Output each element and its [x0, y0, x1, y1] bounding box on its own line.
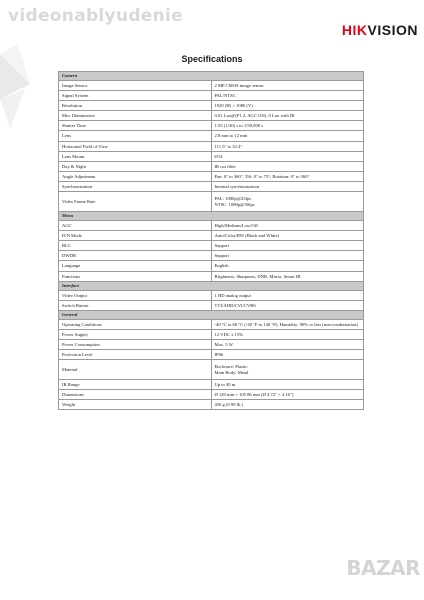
spec-value [211, 360, 364, 380]
spec-key: AGC [59, 221, 212, 231]
spec-value-line: Support [214, 253, 230, 259]
spec-value [211, 161, 364, 171]
spec-key: BLC [59, 241, 212, 251]
spec-value-line: 1/25 (1/30) s to 1/50,000 s [214, 123, 263, 129]
spec-value-line: Main Body: Metal [214, 369, 249, 375]
spec-key: Dimensions [59, 390, 212, 400]
spec-value-line: Max. 5 W [214, 341, 233, 347]
spec-value [211, 111, 364, 121]
spec-value [211, 300, 364, 310]
spec-row [59, 101, 364, 111]
brand-part1: HIK [341, 22, 368, 38]
spec-value [211, 329, 364, 339]
spec-row [59, 221, 364, 231]
spec-value-line: Brightness, Sharpness, DNR, Mirror, Smart IR [214, 273, 301, 279]
section-title: Menu [59, 212, 364, 221]
spec-key: Functions [59, 271, 212, 281]
spec-row [59, 131, 364, 141]
spec-row [59, 181, 364, 191]
spec-row [59, 329, 364, 339]
spec-row [59, 261, 364, 271]
spec-row [59, 91, 364, 101]
spec-value-line: 1920 (H) × 1080 (V) [214, 103, 253, 109]
spec-row [59, 380, 364, 390]
spec-value-line: 0.01 Lux@(F1.2, AGC ON), 0 Lux with IR [214, 113, 295, 119]
spec-value-line: 12 VDC ± 15% [214, 331, 244, 337]
spec-row [59, 300, 364, 310]
spec-key: Image Sensor [59, 81, 212, 91]
section-header [59, 310, 364, 319]
spec-row [59, 350, 364, 360]
spec-value [211, 319, 364, 329]
spec-value [211, 171, 364, 181]
spec-row [59, 192, 364, 212]
spec-key: Language [59, 261, 212, 271]
spec-key: Power Supply [59, 329, 212, 339]
spec-value-line: Ø14 [214, 153, 223, 159]
spec-value-line: Pan: 0° to 360°, Tilt: 0° to 75°, Rotation: 0° to 360° [214, 173, 310, 179]
spec-row [59, 290, 364, 300]
spec-value [211, 380, 364, 390]
spec-row [59, 251, 364, 261]
spec-value-line: 450 g (0.99 lb.) [214, 402, 243, 408]
spec-value [211, 400, 364, 410]
spec-value-line: 1 HD analog output [214, 292, 251, 298]
spec-value-line: Internal synchronization [214, 183, 260, 189]
spec-value [211, 141, 364, 151]
spec-value [211, 181, 364, 191]
spec-key: Horizontal Field of View [59, 141, 212, 151]
spec-row [59, 231, 364, 241]
spec-value [211, 81, 364, 91]
spec-value-line: IP66 [214, 352, 224, 358]
watermark-bazar: BAZAR [346, 556, 420, 580]
spec-row [59, 81, 364, 91]
section-title: Camera [59, 72, 364, 81]
spec-value-line: Up to 40 m [214, 382, 236, 388]
spec-key: Min. Illumination [59, 111, 212, 121]
spec-value [211, 221, 364, 231]
spec-row [59, 400, 364, 410]
spec-value [211, 231, 364, 241]
spec-key: Weight [59, 400, 212, 410]
spec-value-line: 2.8 mm to 12 mm [214, 133, 248, 139]
spec-value [211, 131, 364, 141]
spec-value-line: Enclosure: Plastic [214, 363, 248, 369]
spec-key: Synchronization [59, 181, 212, 191]
spec-value-line: PAL: 1080p@25fps [214, 195, 252, 201]
hikvision-logo [342, 22, 418, 38]
spec-value [211, 241, 364, 251]
spec-row [59, 241, 364, 251]
spec-row [59, 161, 364, 171]
spec-key: Lens Mount [59, 151, 212, 161]
brand-part2: VISION [367, 22, 418, 38]
spec-key: Operating Conditions [59, 319, 212, 329]
spec-value [211, 339, 364, 349]
spec-value-line: Ø 120 mm × 105.86 mm (Ø 4.72" × 4.16") [214, 392, 294, 398]
spec-key: Resolution [59, 101, 212, 111]
spec-value [211, 261, 364, 271]
spec-row [59, 360, 364, 380]
watermark-text: videonablyudenie [8, 6, 183, 26]
spec-key: Shutter Time [59, 121, 212, 131]
spec-value-line: High/Medium/Low/Off [214, 223, 258, 229]
spec-key: Video Frame Rate [59, 192, 212, 212]
spec-value [211, 251, 364, 261]
spec-value [211, 151, 364, 161]
spec-row [59, 339, 364, 349]
spec-value [211, 271, 364, 281]
spec-row [59, 141, 364, 151]
spec-value-line: English [214, 263, 229, 269]
spec-row [59, 151, 364, 161]
spec-key: Video Output [59, 290, 212, 300]
section-header [59, 72, 364, 81]
spec-row [59, 111, 364, 121]
page-title: Specifications [181, 54, 243, 64]
spec-value-line: PAL/NTSC [214, 93, 236, 99]
spec-value [211, 350, 364, 360]
spec-value-line: IR cut filter [214, 163, 236, 169]
spec-key: Power Consumption [59, 339, 212, 349]
spec-key: Signal System [59, 91, 212, 101]
spec-value [211, 121, 364, 131]
spec-key: Lens [59, 131, 212, 141]
spec-value-line: 2 MP CMOS image sensor [214, 83, 264, 88]
spec-value-line: Support [214, 243, 230, 249]
spec-key: IR Range [59, 380, 212, 390]
spec-row [59, 271, 364, 281]
spec-key: Day & Night [59, 161, 212, 171]
spec-table [58, 71, 364, 410]
spec-key: DWDR [59, 251, 212, 261]
spec-value [211, 91, 364, 101]
section-title: General [59, 310, 364, 319]
spec-key: Angle Adjustment [59, 171, 212, 181]
spec-value [211, 390, 364, 400]
spec-value [211, 192, 364, 212]
section-header [59, 281, 364, 290]
spec-row [59, 319, 364, 329]
spec-row [59, 171, 364, 181]
spec-value-line: NTSC: 1080p@30fps [214, 201, 255, 207]
spec-key: Material [59, 360, 212, 380]
spec-key: Switch Button [59, 300, 212, 310]
spec-value [211, 101, 364, 111]
section-title: Interface [59, 281, 364, 290]
section-header [59, 212, 364, 221]
spec-key: D/N Mode [59, 231, 212, 241]
spec-value-line: -40 °C to 60 °C (-40 °F to 140 °F), Humidity: 90% or less (non-condensation) [214, 321, 358, 327]
spec-row [59, 121, 364, 131]
spec-value-line: TVI/AHD/CVI/CVBS [214, 302, 256, 308]
spec-value-line: 111.5° to 33.4° [214, 143, 243, 149]
spec-key: Protection Level [59, 350, 212, 360]
spec-row [59, 390, 364, 400]
spec-value-line: Auto/Color/BW (Black and White) [214, 233, 280, 239]
spec-value [211, 290, 364, 300]
